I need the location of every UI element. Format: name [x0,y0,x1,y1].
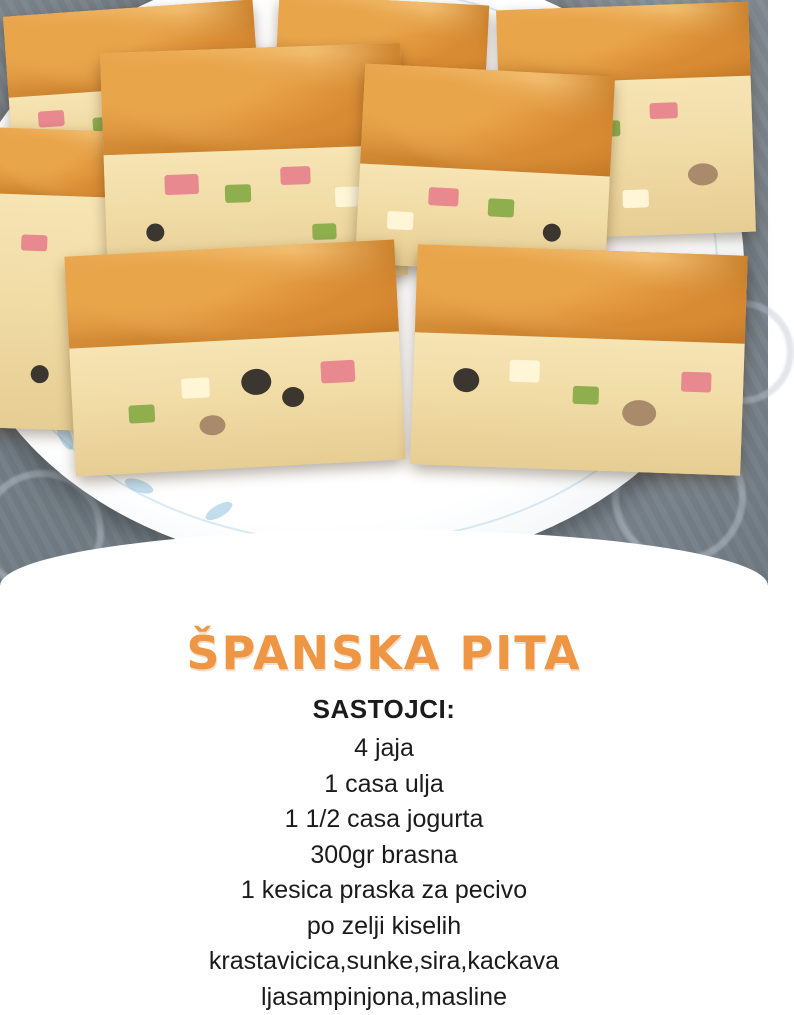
ingredient-item: 1 1/2 casa jogurta [24,802,744,838]
ingredients-list [24,731,744,1015]
recipe-text-panel [0,530,768,960]
pie-slice [410,244,747,475]
pie-slice [64,240,405,477]
recipe-title: ŠPANSKA PITA [24,626,744,680]
ingredient-item: krastavicica,sunke,sira,kackava [24,944,744,980]
ingredient-item: 4 jaja [24,731,744,767]
ingredient-item: po zelji kiselih [24,909,744,945]
ingredient-item: 1 kesica praska za pecivo [24,873,744,909]
ingredient-item: 300gr brasna [24,838,744,874]
ingredients-heading: SASTOJCI: [24,694,744,725]
ingredient-item: 1 casa ulja [24,767,744,803]
ingredient-item: ljasampinjona,masline [24,980,744,1015]
